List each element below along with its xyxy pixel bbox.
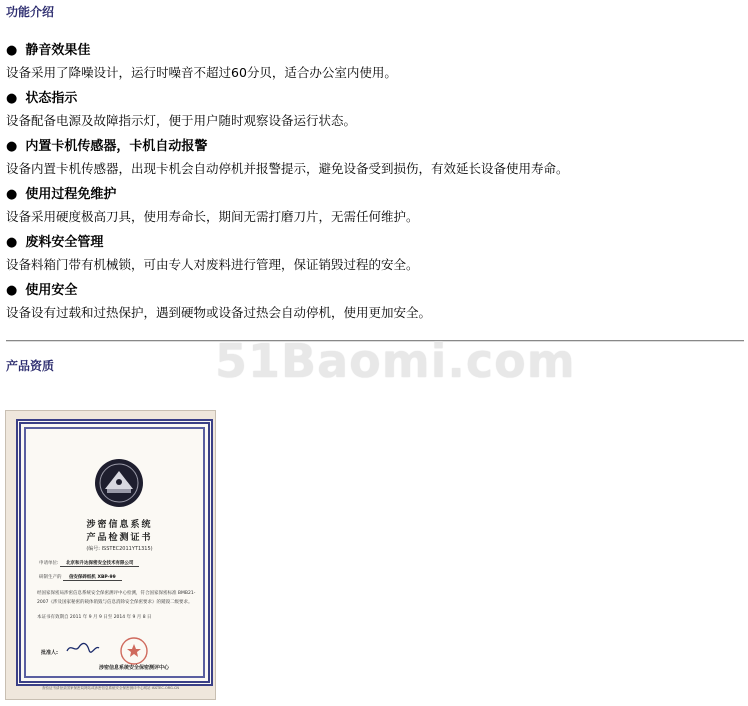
bullet-icon: ● xyxy=(6,235,18,250)
certificate-number: (编号: ISSTEC2011YT1315) xyxy=(86,546,153,552)
feature-title xyxy=(6,183,116,202)
certificate-image xyxy=(5,410,216,700)
certificate-border xyxy=(16,419,213,686)
feature-title xyxy=(6,39,90,58)
applicant-value: 北京和升达保密安全技术有限公司 xyxy=(60,561,140,567)
features-section-title: 功能介绍 xyxy=(6,5,55,19)
feature-desc: 设备设有过载和过热保护，遇到硬物或设备过热会自动停机，使用更加安全。 xyxy=(6,305,432,320)
feature-title xyxy=(6,87,77,106)
feature-desc: 设备料箱门带有机械锁，可由专人对废料进行管理，保证销毁过程的安全。 xyxy=(6,257,419,272)
feature-desc: 设备采用硬度极高刀具，使用寿命长，期间无需打磨刀片，无需任何维护。 xyxy=(6,209,419,224)
certificate-title: 涉密信息系统 xyxy=(86,520,153,530)
watermark: 51Baomi.com xyxy=(215,334,576,388)
product-line xyxy=(39,574,122,580)
applicant-label: 申请单位: xyxy=(39,561,59,566)
feature-title-text: 废料安全管理 xyxy=(25,235,104,250)
bullet-icon: ● xyxy=(6,43,18,58)
feature-title xyxy=(6,231,103,250)
signature-icon xyxy=(65,641,101,655)
feature-title-text: 状态指示 xyxy=(25,91,78,106)
feature-desc: 设备内置卡机传感器，出现卡机会自动停机并报警提示，避免设备受到损伤，有效延长设备使用寿命。 xyxy=(6,161,569,176)
product-label: 研制生产的 xyxy=(39,575,62,580)
seal-icon xyxy=(119,636,149,666)
feature-desc: 设备采用了降噪设计，运行时噪音不超过60分贝，适合办公室内使用。 xyxy=(6,65,397,80)
product-value: 信安保碎纸机 XBP-99 xyxy=(63,575,122,581)
bullet-icon: ● xyxy=(6,283,18,298)
feature-title-text: 内置卡机传感器，卡机自动报警 xyxy=(25,139,208,154)
feature-title-text: 使用安全 xyxy=(25,283,78,298)
feature-title-text: 静音效果佳 xyxy=(25,43,91,58)
signer-label: 批准人: xyxy=(41,650,58,656)
emblem-icon xyxy=(93,457,145,509)
feature-title xyxy=(6,279,77,298)
bullet-icon: ● xyxy=(6,187,18,202)
applicant-line xyxy=(39,560,139,566)
qualification-section-title: 产品资质 xyxy=(6,359,55,373)
certificate-body-text: 经国家保密局涉密信息系统安全保密测评中心检测，符合国家保密标准 BMB21-2007《涉及国家秘密的载体销毁与信息消除安全保密要求》的銷毁二级要求。 xyxy=(37,591,196,605)
feature-title-text: 使用过程免维护 xyxy=(25,187,117,202)
certificate-footer: 查验证书请登录国家保密局网站或涉密信息系统安全保密测评中心网站 ISSTEC.ORG.CN xyxy=(41,686,180,690)
bullet-icon: ● xyxy=(6,91,18,106)
certificate-org: 涉密信息系统安全保密测评中心 xyxy=(99,665,170,671)
certificate-subtitle: 产品检测证书 xyxy=(86,533,153,543)
certificate-body xyxy=(37,589,202,622)
bullet-icon: ● xyxy=(6,139,18,154)
certificate-validity: 本证书有效期自 2011 年 9 月 9 日至 2014 年 9 月 8 日 xyxy=(37,615,152,620)
feature-desc: 设备配备电源及故障指示灯，便于用户随时观察设备运行状态。 xyxy=(6,113,357,128)
feature-title xyxy=(6,135,207,154)
